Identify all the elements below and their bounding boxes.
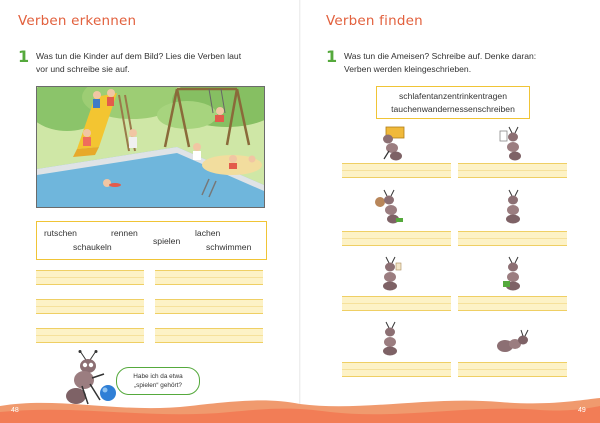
writing-line[interactable] — [36, 270, 144, 285]
page-title: Verben finden — [326, 13, 423, 29]
ant-icon — [495, 125, 531, 161]
writing-line[interactable] — [342, 163, 451, 178]
writing-line[interactable] — [458, 362, 567, 377]
writing-line[interactable] — [155, 270, 263, 285]
speech-bubble — [116, 367, 200, 395]
writing-line[interactable] — [342, 231, 451, 246]
word-rutschen: rutschen — [44, 228, 77, 238]
writing-line[interactable] — [155, 299, 263, 314]
writing-line[interactable] — [458, 296, 567, 311]
ant-icon — [372, 320, 408, 356]
page-number: 49 — [578, 407, 586, 414]
word-box — [36, 221, 267, 260]
instruction-line-1: Was tun die Ameisen? Schreibe auf. Denke daran: — [344, 51, 537, 61]
instruction-line-2: Verben werden kleingeschrieben. — [344, 64, 472, 74]
writing-line[interactable] — [458, 231, 567, 246]
writing-line[interactable] — [36, 328, 144, 343]
book-spine — [299, 0, 301, 423]
ant-icon — [372, 125, 408, 161]
ant-icon — [372, 188, 408, 224]
word-schwimmen: schwimmen — [206, 242, 252, 252]
ant-icon — [495, 320, 531, 356]
bubble-line-2: „spielen“ gehört? — [134, 382, 182, 389]
writing-line[interactable] — [342, 362, 451, 377]
ant-icon — [495, 255, 531, 291]
word-line-1: schlafentanzentrinkentragen — [399, 91, 507, 101]
word-lachen: lachen — [195, 228, 221, 238]
word-rennen: rennen — [111, 228, 138, 238]
ant-icon — [495, 188, 531, 224]
writing-line[interactable] — [342, 296, 451, 311]
writing-line[interactable] — [36, 299, 144, 314]
playground-illustration — [36, 86, 265, 208]
task-number: 1 — [18, 47, 30, 66]
word-line-2: tauchenwandernessenschreiben — [391, 104, 515, 114]
writing-line[interactable] — [458, 163, 567, 178]
instruction-line-1: Was tun die Kinder auf dem Bild? Lies die Verben laut — [36, 51, 242, 61]
word-box — [376, 86, 530, 119]
word-schaukeln: schaukeln — [73, 242, 112, 252]
right-page — [300, 0, 600, 423]
footer-wave — [0, 392, 600, 423]
page-title: Verben erkennen — [18, 13, 137, 29]
ant-icon — [372, 255, 408, 291]
task-number: 1 — [326, 47, 338, 66]
page-number: 48 — [11, 407, 19, 414]
bubble-line-1: Habe ich da etwa — [133, 373, 183, 380]
word-spielen: spielen — [153, 236, 181, 246]
writing-line[interactable] — [155, 328, 263, 343]
instruction-line-2: vor und schreibe sie auf. — [36, 64, 130, 74]
